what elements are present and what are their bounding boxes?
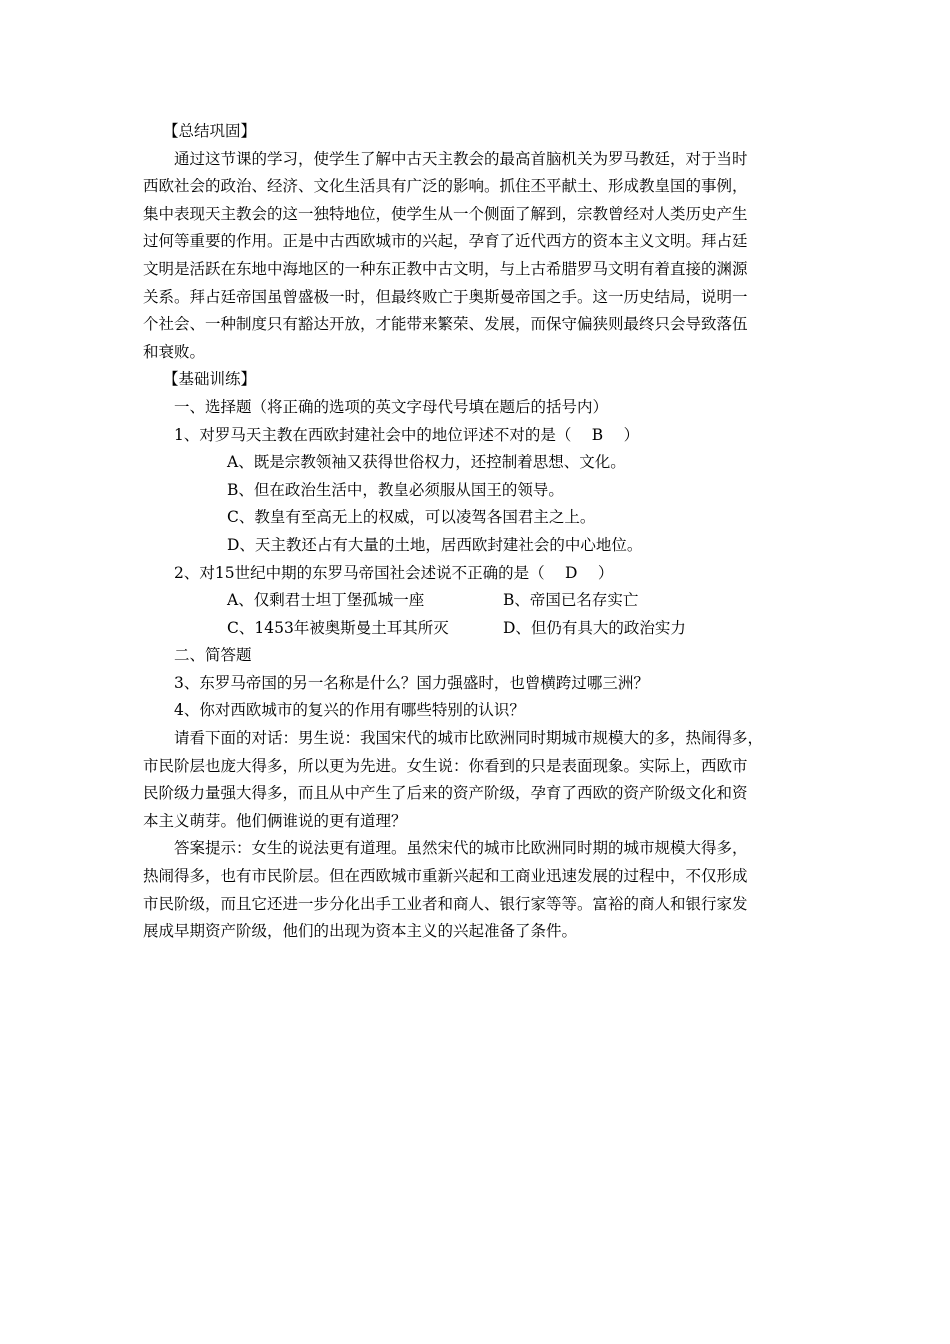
dialogue-line: 请看下面的对话：男生说：我国宋代的城市比欧洲同时期城市规模大的多，热闹得多， — [174, 729, 764, 748]
question-1-option-c: C、教皇有至高无上的权威，可以凌驾各国君主之上。 — [227, 508, 596, 527]
question-1-option-a: A、既是宗教领袖又获得世俗权力，还控制着思想、文化。 — [227, 453, 626, 472]
question-4: 4、你对西欧城市的复兴的作用有哪些特别的认识？ — [174, 701, 525, 720]
question-1-stem: 1、对罗马天主教在西欧封建社会中的地位评述不对的是（ B ） — [174, 425, 640, 444]
summary-paragraph — [143, 146, 823, 367]
answer-line: 展成早期资产阶级，他们的出现为资本主义的兴起准备了条件。 — [143, 922, 578, 941]
question-2-option-a: A、仅剩君士坦丁堡孤城一座 — [227, 591, 425, 610]
document-page — [143, 118, 823, 946]
summary-line: 个社会、一种制度只有豁达开放，才能带来繁荣、发展，而保守偏狭则最终只会导致落伍 — [143, 315, 748, 334]
question-2-option-d: D、但仍有具大的政治实力 — [503, 618, 686, 637]
dialogue-paragraph — [143, 725, 823, 835]
question-2-stem: 2、对15世纪中期的东罗马帝国社会述说不正确的是（ D ） — [174, 563, 614, 582]
summary-line: 通过这节课的学习，使学生了解中古天主教会的最高首脑机关为罗马教廷，对于当时 — [174, 149, 748, 168]
summary-line: 关系。拜占廷帝国虽曾盛极一时，但最终败亡于奥斯曼帝国之手。这一历史结局，说明一 — [143, 287, 748, 306]
question-1-option-d: D、天主教还占有大量的土地，居西欧封建社会的中心地位。 — [227, 535, 643, 554]
dialogue-line: 本主义萌芽。他们俩谁说的更有道理？ — [143, 811, 407, 830]
summary-line: 集中表现天主教会的这一独特地位，使学生从一个侧面了解到，宗教曾经对人类历史产生 — [143, 204, 748, 223]
answer-line: 市民阶级，而且它还进一步分化出手工业者和商人、银行家等等。富裕的商人和银行家发 — [143, 894, 748, 913]
summary-line: 文明是活跃在东地中海地区的一种东正教中古文明，与上古希腊罗马文明有着直接的渊源 — [143, 259, 748, 278]
answer-paragraph — [143, 835, 823, 945]
question-2-option-b: B、帝国已名存实亡 — [503, 591, 639, 610]
dialogue-line: 民阶级力量强大得多，而且从中产生了后来的资产阶级，孕育了西欧的资产阶级文化和资 — [143, 784, 748, 803]
section-short-answer-title: 二、简答题 — [174, 646, 252, 665]
summary-heading: 【总结巩固】 — [163, 122, 257, 140]
summary-line: 西欧社会的政治、经济、文化生活具有广泛的影响。抓住丕平献土、形成教皇国的事例， — [143, 177, 748, 196]
question-2-option-c: C、1453年被奥斯曼土耳其所灭 — [227, 618, 449, 637]
answer-line: 答案提示：女生的说法更有道理。虽然宋代的城市比欧洲同时期的城市规模大得多， — [174, 839, 748, 858]
answer-line: 热闹得多，也有市民阶层。但在西欧城市重新兴起和工商业迅速发展的过程中，不仅形成 — [143, 867, 748, 886]
summary-line: 和衰败。 — [143, 342, 206, 361]
summary-line: 过何等重要的作用。正是中古西欧城市的兴起，孕育了近代西方的资本主义文明。拜占廷 — [143, 232, 748, 251]
question-1-option-b: B、但在政治生活中，教皇必须服从国王的领导。 — [227, 480, 564, 499]
training-heading: 【基础训练】 — [163, 370, 257, 389]
question-2-options-row-1 — [143, 587, 823, 615]
section-choice-title: 一、选择题（将正确的选项的英文字母代号填在题后的括号内） — [174, 397, 609, 416]
question-3: 3、东罗马帝国的另一名称是什么？国力强盛时，也曾横跨过哪三洲？ — [174, 673, 649, 692]
dialogue-line: 市民阶层也庞大得多，所以更为先进。女生说：你看到的只是表面现象。实际上，西欧市 — [143, 756, 748, 775]
question-2-options-row-2 — [143, 615, 823, 643]
